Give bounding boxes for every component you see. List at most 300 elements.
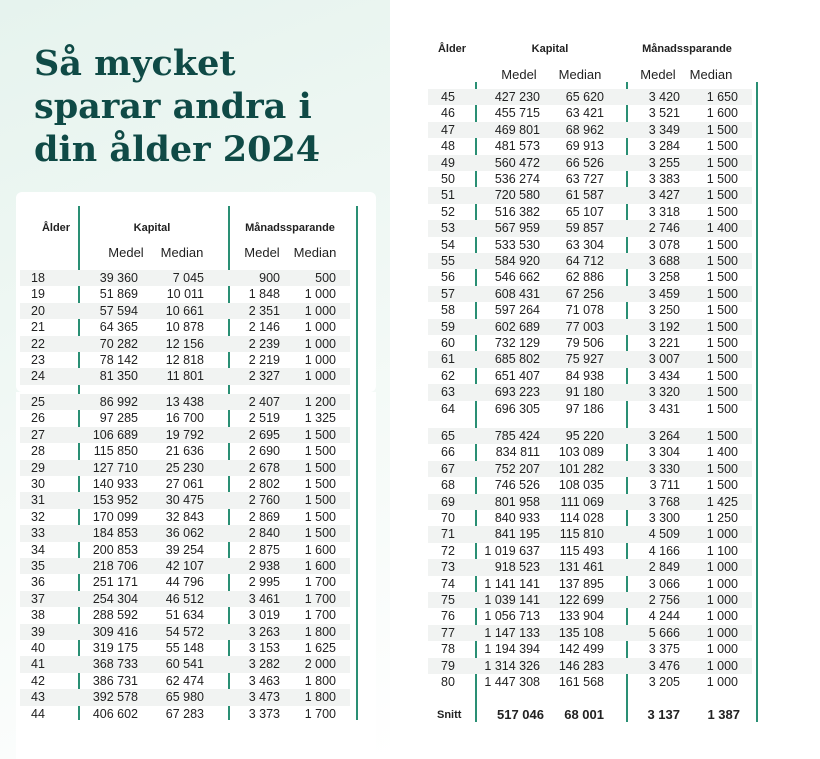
table-row bbox=[428, 89, 752, 105]
cell-capital-mean: 1 019 637 bbox=[484, 543, 540, 558]
cell-age: 22 bbox=[31, 336, 45, 351]
cell-monthly-mean: 3 688 bbox=[648, 254, 680, 268]
cell-capital-mean: 1 141 141 bbox=[484, 576, 540, 591]
cell-capital-mean: 560 472 bbox=[494, 155, 540, 170]
cell-monthly-mean: 2 678 bbox=[248, 460, 280, 475]
cell-age: 19 bbox=[31, 287, 45, 302]
cell-monthly-median: 1 500 bbox=[304, 444, 336, 459]
cell-monthly-mean: 3 264 bbox=[648, 429, 680, 443]
cell-capital-median: 44 796 bbox=[165, 575, 204, 590]
cell-capital-median: 39 254 bbox=[165, 542, 204, 557]
cell-age: 76 bbox=[441, 609, 455, 624]
cell-age: 55 bbox=[441, 254, 455, 268]
cell-capital-median: 97 186 bbox=[565, 401, 604, 416]
cell-capital-median: 62 474 bbox=[165, 673, 204, 688]
cell-capital-median: 115 810 bbox=[559, 527, 604, 542]
cell-capital-mean: 752 207 bbox=[494, 461, 540, 476]
cell-age: 74 bbox=[441, 576, 455, 591]
cell-monthly-mean: 2 802 bbox=[248, 477, 280, 491]
cell-capital-median: 137 895 bbox=[558, 576, 604, 591]
right-subheader-capital-median: Median bbox=[558, 67, 602, 82]
cell-age: 39 bbox=[31, 624, 45, 639]
cell-age: 40 bbox=[31, 641, 45, 655]
cell-capital-mean: 834 811 bbox=[495, 445, 540, 460]
table-row bbox=[428, 625, 752, 641]
cell-capital-median: 161 568 bbox=[558, 675, 604, 689]
cell-age: 53 bbox=[441, 221, 455, 236]
cell-monthly-mean: 3 768 bbox=[648, 494, 680, 509]
cell-capital-median: 65 107 bbox=[565, 204, 604, 219]
cell-age: 32 bbox=[31, 509, 45, 524]
cell-age: 66 bbox=[441, 445, 455, 460]
cell-capital-median: 79 506 bbox=[565, 336, 604, 350]
cell-capital-median: 142 499 bbox=[558, 642, 604, 657]
cell-age: 31 bbox=[31, 493, 45, 508]
cell-capital-mean: 481 573 bbox=[494, 139, 540, 154]
cell-age: 61 bbox=[441, 352, 455, 367]
cell-monthly-median: 1 500 bbox=[304, 493, 336, 508]
cell-age: 45 bbox=[441, 90, 455, 104]
cell-capital-mean: 693 223 bbox=[494, 385, 540, 400]
cell-monthly-median: 1 500 bbox=[706, 461, 738, 476]
cell-monthly-median: 1 000 bbox=[304, 320, 336, 335]
cell-capital-median: 10 661 bbox=[165, 303, 204, 318]
cell-capital-mean: 309 416 bbox=[92, 624, 138, 639]
cell-capital-mean: 153 952 bbox=[92, 493, 138, 508]
cell-monthly-mean: 3 434 bbox=[648, 368, 680, 383]
table-row bbox=[20, 394, 350, 410]
table-row bbox=[428, 220, 752, 236]
cell-age: 50 bbox=[441, 172, 455, 186]
cell-monthly-median: 1 400 bbox=[706, 445, 738, 460]
cell-monthly-mean: 2 690 bbox=[248, 444, 280, 459]
table-row bbox=[20, 460, 350, 476]
cell-age: 33 bbox=[31, 526, 45, 541]
cell-monthly-median: 1 500 bbox=[304, 477, 336, 491]
cell-capital-mean: 78 142 bbox=[99, 353, 138, 367]
cell-age: 36 bbox=[31, 575, 45, 590]
cell-capital-mean: 1 194 394 bbox=[484, 642, 540, 657]
cell-monthly-mean: 3 383 bbox=[648, 172, 680, 186]
cell-capital-median: 63 421 bbox=[565, 106, 604, 121]
cell-age: 49 bbox=[441, 155, 455, 170]
cell-capital-median: 25 230 bbox=[165, 460, 204, 475]
cell-capital-median: 122 699 bbox=[558, 593, 604, 607]
cell-capital-mean: 184 853 bbox=[92, 526, 138, 541]
cell-monthly-median: 1 000 bbox=[304, 353, 336, 367]
table-row bbox=[428, 286, 752, 302]
cell-capital-median: 69 913 bbox=[565, 139, 604, 154]
cell-monthly-median: 1 600 bbox=[706, 106, 738, 121]
table-row bbox=[20, 286, 350, 302]
cell-capital-mean: 801 958 bbox=[494, 494, 540, 509]
cell-monthly-median: 2 000 bbox=[304, 657, 336, 672]
cell-monthly-median: 1 000 bbox=[706, 593, 738, 607]
cell-capital-mean: 254 304 bbox=[92, 591, 138, 606]
table-row bbox=[20, 270, 350, 286]
cell-age: 28 bbox=[31, 444, 45, 459]
cell-capital-mean: 597 264 bbox=[494, 303, 540, 318]
table-row bbox=[428, 543, 752, 559]
cell-monthly-mean: 2 695 bbox=[248, 427, 280, 442]
table-row bbox=[428, 494, 752, 510]
table-row bbox=[428, 526, 752, 542]
cell-monthly-median: 1 650 bbox=[706, 90, 738, 104]
cell-capital-mean: 427 230 bbox=[494, 90, 540, 104]
summary-capital-mean: 517 046 bbox=[497, 707, 544, 722]
cell-capital-mean: 1 056 713 bbox=[484, 609, 540, 624]
cell-age: 30 bbox=[31, 477, 45, 491]
right-subheader-monthly-median: Median bbox=[689, 67, 733, 82]
right-header-monthly: Månadssparande bbox=[642, 43, 732, 55]
table-row bbox=[428, 269, 752, 285]
cell-capital-mean: 406 602 bbox=[92, 706, 138, 721]
cell-monthly-median: 1 000 bbox=[706, 527, 738, 542]
cell-age: 29 bbox=[31, 460, 45, 475]
cell-capital-mean: 1 314 326 bbox=[484, 658, 540, 673]
cell-monthly-median: 1 400 bbox=[706, 221, 738, 236]
cell-monthly-median: 1 200 bbox=[304, 395, 336, 409]
cell-capital-median: 63 304 bbox=[565, 237, 604, 252]
table-row bbox=[20, 542, 350, 558]
cell-capital-median: 13 438 bbox=[165, 395, 204, 409]
cell-monthly-mean: 2 219 bbox=[248, 353, 280, 367]
cell-capital-median: 111 069 bbox=[560, 494, 604, 509]
cell-monthly-median: 1 800 bbox=[304, 673, 336, 688]
cell-monthly-mean: 3 330 bbox=[648, 461, 680, 476]
cell-capital-median: 65 980 bbox=[165, 690, 204, 705]
right-divider-3 bbox=[756, 82, 758, 722]
cell-monthly-median: 1 000 bbox=[706, 658, 738, 673]
cell-monthly-mean: 900 bbox=[259, 271, 280, 285]
cell-capital-median: 51 634 bbox=[165, 608, 204, 623]
right-subheader-capital-mean: Medel bbox=[501, 67, 537, 82]
cell-capital-mean: 57 594 bbox=[99, 303, 138, 318]
cell-age: 54 bbox=[441, 237, 455, 252]
cell-age: 56 bbox=[441, 270, 455, 285]
cell-monthly-median: 1 800 bbox=[304, 624, 336, 639]
cell-capital-mean: 1 039 141 bbox=[484, 593, 540, 607]
cell-age: 37 bbox=[31, 591, 45, 606]
cell-capital-median: 103 089 bbox=[558, 445, 604, 460]
cell-capital-mean: 469 801 bbox=[494, 122, 540, 137]
cell-capital-mean: 516 382 bbox=[494, 204, 540, 219]
cell-age: 18 bbox=[31, 271, 45, 285]
cell-monthly-median: 1 500 bbox=[706, 155, 738, 170]
cell-capital-mean: 386 731 bbox=[92, 673, 138, 688]
cell-age: 63 bbox=[441, 385, 455, 400]
table-row bbox=[428, 477, 752, 493]
cell-monthly-median: 1 000 bbox=[304, 287, 336, 302]
cell-monthly-median: 1 500 bbox=[304, 427, 336, 442]
table-row bbox=[20, 352, 350, 368]
cell-age: 42 bbox=[31, 673, 45, 688]
cell-age: 25 bbox=[31, 395, 45, 409]
table-row bbox=[428, 138, 752, 154]
cell-capital-mean: 81 350 bbox=[99, 369, 138, 384]
cell-capital-median: 36 062 bbox=[165, 526, 204, 541]
cell-monthly-mean: 4 244 bbox=[648, 609, 680, 624]
table-row bbox=[428, 105, 752, 121]
cell-monthly-mean: 3 476 bbox=[648, 658, 680, 673]
cell-capital-mean: 218 706 bbox=[92, 559, 138, 573]
table-row bbox=[20, 640, 350, 656]
cell-capital-median: 131 461 bbox=[558, 560, 604, 575]
cell-capital-median: 61 587 bbox=[565, 188, 604, 203]
cell-age: 26 bbox=[31, 411, 45, 426]
table-row bbox=[20, 319, 350, 335]
left-divider-3 bbox=[356, 206, 358, 720]
table-row bbox=[428, 641, 752, 657]
cell-capital-median: 66 526 bbox=[565, 155, 604, 170]
table-row bbox=[20, 656, 350, 672]
cell-monthly-mean: 3 007 bbox=[648, 352, 680, 367]
cell-monthly-median: 1 500 bbox=[706, 188, 738, 203]
cell-capital-median: 60 541 bbox=[165, 657, 204, 672]
cell-monthly-mean: 1 848 bbox=[248, 287, 280, 302]
cell-monthly-mean: 2 849 bbox=[648, 560, 680, 575]
cell-age: 41 bbox=[31, 657, 45, 672]
cell-capital-mean: 918 523 bbox=[494, 560, 540, 575]
cell-age: 79 bbox=[441, 658, 455, 673]
cell-monthly-median: 1 700 bbox=[304, 706, 336, 721]
cell-capital-mean: 127 710 bbox=[92, 460, 138, 475]
cell-monthly-median: 1 500 bbox=[304, 460, 336, 475]
table-row bbox=[20, 476, 350, 492]
cell-age: 48 bbox=[441, 139, 455, 154]
cell-monthly-mean: 3 375 bbox=[648, 642, 680, 657]
cell-capital-median: 63 727 bbox=[565, 172, 604, 186]
cell-capital-median: 64 712 bbox=[565, 254, 604, 268]
cell-monthly-mean: 3 255 bbox=[648, 155, 680, 170]
cell-capital-mean: 1 147 133 bbox=[484, 625, 540, 640]
table-row bbox=[428, 608, 752, 624]
table-row bbox=[428, 204, 752, 220]
cell-monthly-median: 1 600 bbox=[304, 559, 336, 573]
table-row bbox=[20, 607, 350, 623]
cell-capital-mean: 86 992 bbox=[99, 395, 138, 409]
cell-age: 78 bbox=[441, 642, 455, 657]
cell-monthly-median: 1 500 bbox=[706, 429, 738, 443]
table-row bbox=[428, 510, 752, 526]
cell-monthly-mean: 3 066 bbox=[648, 576, 680, 591]
cell-monthly-median: 1 600 bbox=[304, 542, 336, 557]
cell-age: 24 bbox=[31, 369, 45, 384]
cell-age: 68 bbox=[441, 478, 455, 493]
cell-capital-mean: 140 933 bbox=[92, 477, 138, 491]
cell-monthly-median: 1 625 bbox=[304, 641, 336, 655]
summary-monthly-median: 1 387 bbox=[707, 707, 740, 722]
cell-capital-mean: 584 920 bbox=[494, 254, 540, 268]
cell-monthly-median: 1 500 bbox=[706, 368, 738, 383]
summary-monthly-mean: 3 137 bbox=[647, 707, 680, 722]
table-row bbox=[428, 428, 752, 444]
cell-monthly-mean: 3 521 bbox=[648, 106, 680, 121]
cell-capital-median: 84 938 bbox=[565, 368, 604, 383]
cell-age: 59 bbox=[441, 319, 455, 334]
cell-monthly-mean: 3 019 bbox=[248, 608, 280, 623]
cell-capital-mean: 602 689 bbox=[494, 319, 540, 334]
cell-monthly-median: 1 000 bbox=[304, 369, 336, 384]
cell-capital-median: 10 011 bbox=[166, 287, 204, 302]
cell-monthly-median: 1 500 bbox=[706, 319, 738, 334]
table-row bbox=[20, 591, 350, 607]
cell-monthly-median: 1 500 bbox=[706, 286, 738, 301]
cell-monthly-mean: 3 258 bbox=[648, 270, 680, 285]
cell-capital-median: 95 220 bbox=[565, 429, 604, 443]
cell-monthly-median: 500 bbox=[315, 271, 336, 285]
cell-capital-median: 135 108 bbox=[558, 625, 604, 640]
cell-capital-mean: 567 959 bbox=[494, 221, 540, 236]
table-row bbox=[20, 558, 350, 574]
table-row bbox=[20, 443, 350, 459]
cell-capital-mean: 720 580 bbox=[494, 188, 540, 203]
cell-age: 35 bbox=[31, 559, 45, 573]
cell-monthly-mean: 3 300 bbox=[648, 511, 680, 525]
table-row bbox=[20, 706, 350, 722]
cell-monthly-median: 1 500 bbox=[706, 237, 738, 252]
cell-capital-mean: 170 099 bbox=[92, 509, 138, 524]
table-row bbox=[428, 335, 752, 351]
cell-capital-mean: 97 285 bbox=[99, 411, 138, 426]
cell-capital-mean: 533 530 bbox=[494, 237, 540, 252]
cell-capital-median: 12 156 bbox=[165, 336, 204, 351]
cell-age: 47 bbox=[441, 122, 455, 137]
cell-monthly-mean: 3 263 bbox=[248, 624, 280, 639]
table-row bbox=[428, 187, 752, 203]
cell-capital-median: 68 962 bbox=[565, 122, 604, 137]
cell-monthly-mean: 3 427 bbox=[648, 188, 680, 203]
table-row bbox=[428, 319, 752, 335]
cell-capital-median: 75 927 bbox=[565, 352, 604, 367]
cell-monthly-median: 1 500 bbox=[706, 122, 738, 137]
cell-age: 71 bbox=[441, 527, 455, 542]
cell-age: 57 bbox=[441, 286, 455, 301]
cell-monthly-mean: 3 304 bbox=[648, 445, 680, 460]
cell-capital-mean: 115 850 bbox=[93, 444, 138, 459]
cell-monthly-median: 1 000 bbox=[304, 336, 336, 351]
table-row bbox=[428, 401, 752, 417]
cell-monthly-mean: 2 351 bbox=[248, 303, 280, 318]
cell-age: 73 bbox=[441, 560, 455, 575]
cell-monthly-median: 1 000 bbox=[304, 303, 336, 318]
cell-age: 75 bbox=[441, 593, 455, 607]
cell-monthly-mean: 2 146 bbox=[248, 320, 280, 335]
cell-capital-median: 65 620 bbox=[565, 90, 604, 104]
cell-capital-mean: 70 282 bbox=[99, 336, 138, 351]
cell-monthly-mean: 3 473 bbox=[248, 690, 280, 705]
table-row bbox=[20, 689, 350, 705]
table-row bbox=[20, 427, 350, 443]
table-row bbox=[428, 302, 752, 318]
cell-capital-median: 32 843 bbox=[165, 509, 204, 524]
cell-capital-mean: 51 869 bbox=[99, 287, 138, 302]
cell-capital-mean: 608 431 bbox=[494, 286, 540, 301]
table-row bbox=[20, 336, 350, 352]
cell-capital-median: 42 107 bbox=[165, 559, 204, 573]
cell-capital-median: 59 857 bbox=[565, 221, 604, 236]
cell-capital-mean: 732 129 bbox=[494, 336, 540, 350]
cell-capital-median: 54 572 bbox=[165, 624, 204, 639]
table-row bbox=[428, 384, 752, 400]
table-row bbox=[20, 525, 350, 541]
cell-monthly-mean: 3 431 bbox=[648, 401, 680, 416]
cell-capital-median: 91 180 bbox=[565, 385, 604, 400]
cell-capital-mean: 746 526 bbox=[494, 478, 540, 493]
right-subheader-monthly-mean: Medel bbox=[640, 67, 676, 82]
table-row bbox=[428, 368, 752, 384]
table-row bbox=[20, 509, 350, 525]
cell-monthly-mean: 3 461 bbox=[248, 591, 280, 606]
cell-capital-median: 114 028 bbox=[559, 511, 604, 525]
cell-monthly-mean: 3 078 bbox=[648, 237, 680, 252]
cell-monthly-mean: 4 509 bbox=[648, 527, 680, 542]
cell-monthly-median: 1 325 bbox=[304, 411, 336, 426]
cell-monthly-median: 1 500 bbox=[706, 303, 738, 318]
cell-monthly-mean: 3 318 bbox=[648, 204, 680, 219]
cell-capital-median: 30 475 bbox=[165, 493, 204, 508]
cell-monthly-mean: 3 192 bbox=[648, 319, 680, 334]
cell-age: 52 bbox=[441, 204, 455, 219]
cell-capital-median: 21 636 bbox=[165, 444, 204, 459]
cell-capital-median: 67 283 bbox=[165, 706, 204, 721]
cell-capital-median: 77 003 bbox=[565, 319, 604, 334]
cell-monthly-median: 1 500 bbox=[706, 336, 738, 350]
table-row bbox=[428, 253, 752, 269]
left-subheader-monthly-median: Median bbox=[293, 245, 337, 260]
cell-monthly-mean: 3 463 bbox=[248, 673, 280, 688]
cell-age: 65 bbox=[441, 429, 455, 443]
cell-monthly-mean: 2 938 bbox=[248, 559, 280, 573]
cell-capital-median: 146 283 bbox=[558, 658, 604, 673]
cell-monthly-mean: 5 666 bbox=[648, 625, 680, 640]
cell-monthly-mean: 3 459 bbox=[648, 286, 680, 301]
right-header-age: Ålder bbox=[437, 43, 467, 55]
cell-monthly-median: 1 800 bbox=[304, 690, 336, 705]
cell-monthly-mean: 3 420 bbox=[648, 90, 680, 104]
cell-capital-mean: 841 195 bbox=[494, 527, 540, 542]
cell-monthly-median: 1 500 bbox=[706, 478, 738, 493]
cell-monthly-mean: 3 153 bbox=[248, 641, 280, 655]
table-row bbox=[428, 658, 752, 674]
cell-capital-median: 67 256 bbox=[565, 286, 604, 301]
cell-capital-mean: 840 933 bbox=[494, 511, 540, 525]
cell-capital-median: 16 700 bbox=[165, 411, 204, 426]
cell-monthly-median: 1 100 bbox=[706, 543, 738, 558]
left-header-age: Ålder bbox=[41, 222, 71, 234]
table-row bbox=[428, 461, 752, 477]
cell-capital-mean: 39 360 bbox=[99, 271, 138, 285]
right-header-capital: Kapital bbox=[531, 43, 569, 55]
cell-age: 58 bbox=[441, 303, 455, 318]
cell-age: 60 bbox=[441, 336, 455, 350]
cell-monthly-median: 1 700 bbox=[304, 591, 336, 606]
cell-age: 69 bbox=[441, 494, 455, 509]
cell-monthly-mean: 2 239 bbox=[248, 336, 280, 351]
cell-capital-mean: 106 689 bbox=[92, 427, 138, 442]
cell-monthly-median: 1 700 bbox=[304, 575, 336, 590]
cell-age: 38 bbox=[31, 608, 45, 623]
cell-monthly-mean: 2 760 bbox=[248, 493, 280, 508]
cell-capital-median: 46 512 bbox=[165, 591, 204, 606]
cell-monthly-mean: 3 221 bbox=[648, 336, 680, 350]
cell-age: 21 bbox=[31, 320, 45, 335]
cell-capital-mean: 392 578 bbox=[92, 690, 138, 705]
cell-capital-median: 55 148 bbox=[165, 641, 204, 655]
left-subheader-monthly-mean: Medel bbox=[244, 245, 280, 260]
left-header-monthly: Månadssparande bbox=[245, 222, 335, 234]
cell-monthly-median: 1 500 bbox=[706, 401, 738, 416]
